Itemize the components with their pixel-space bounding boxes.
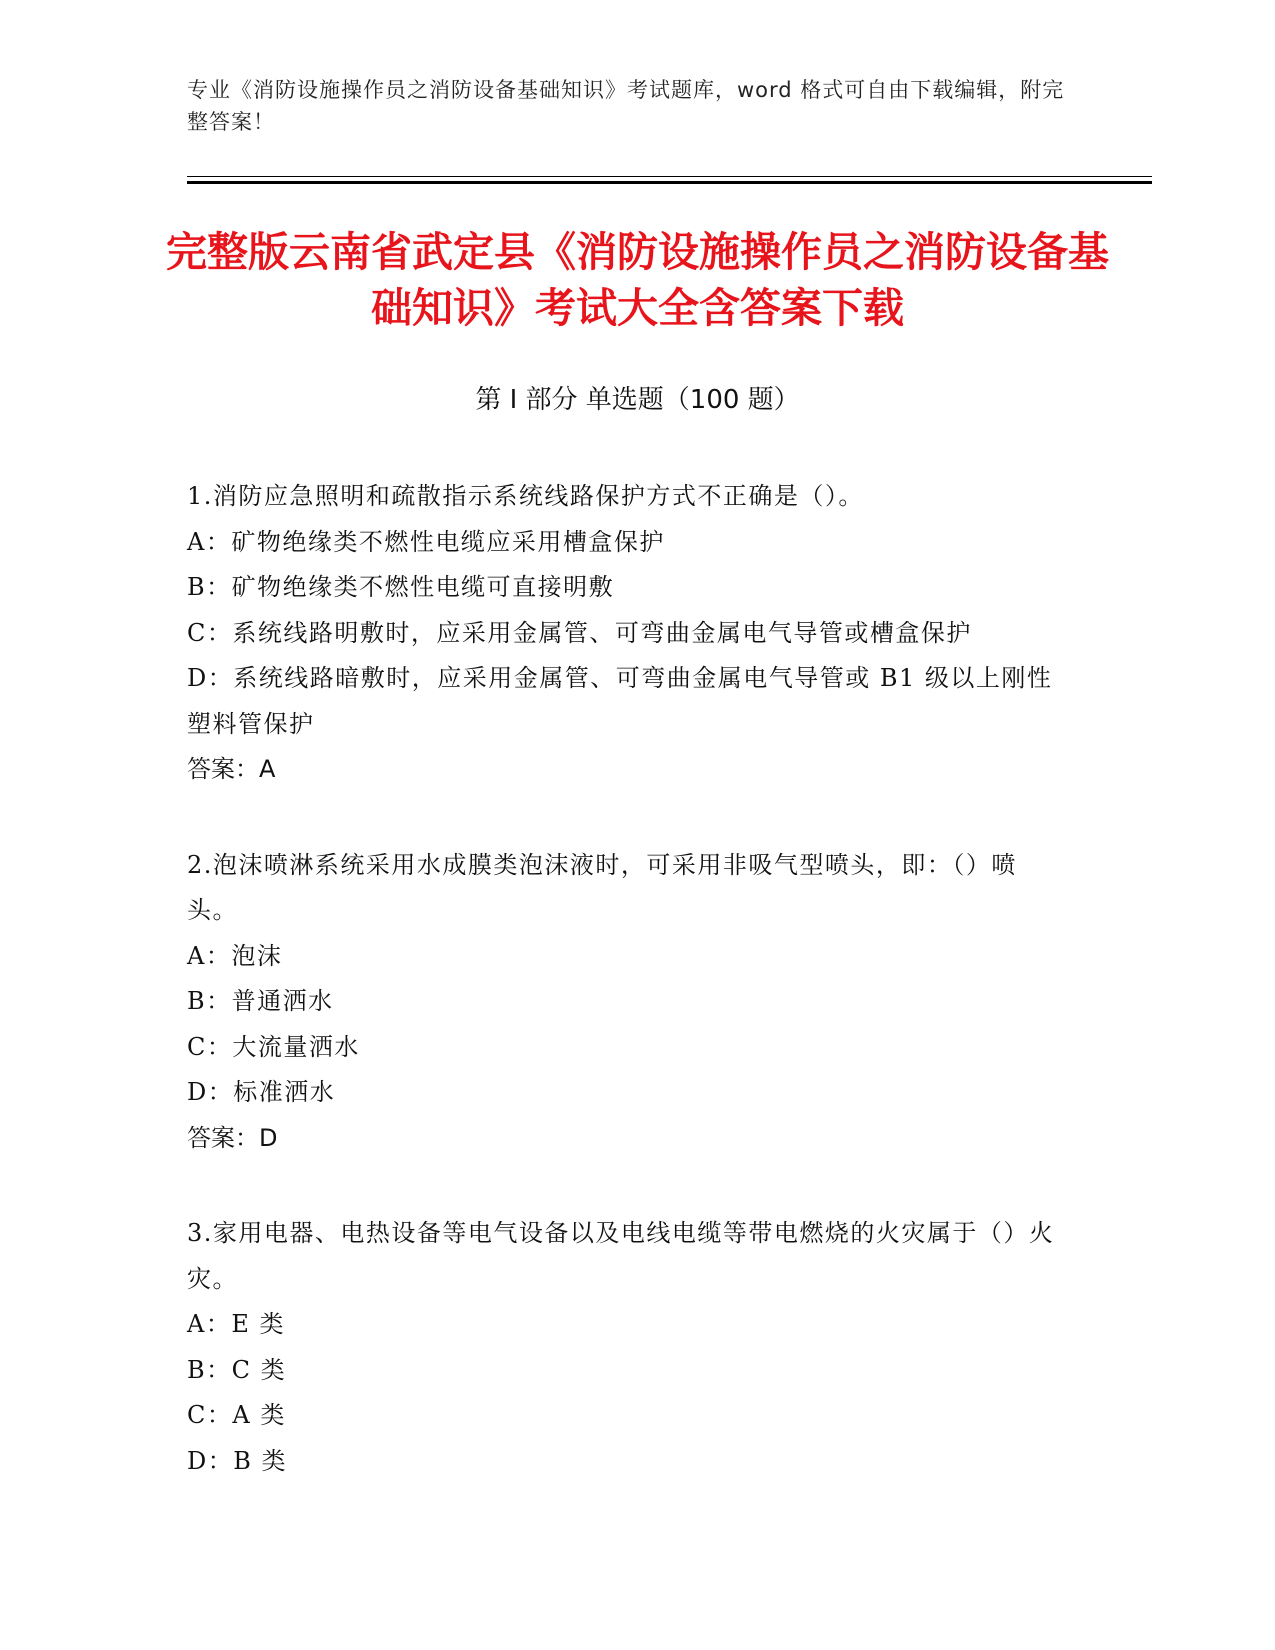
option-a: A：矿物绝缘类不燃性电缆应采用槽盒保护 [187,527,665,556]
option-c: C：系统线路明敷时，应采用金属管、可弯曲金属电气导管或槽盒保护 [187,618,972,647]
option-a: A：E 类 [187,1310,285,1338]
question-stem: 2.泡沫喷淋系统采用水成膜类泡沫液时，可采用非吸气型喷头，即：（）喷头。 [187,850,1017,924]
option-b: B：普通洒水 [187,987,334,1015]
header-rule-thick [187,181,1152,184]
question-1 [187,474,1067,793]
question-stem: 3.家用电器、电热设备等电气设备以及电线电缆等带电燃烧的火灾属于（）火灾。 [187,1219,1055,1293]
option-d: D：B 类 [187,1446,288,1475]
option-c: C：大流量洒水 [187,1032,360,1061]
option-c: C：A 类 [187,1401,286,1429]
question-list [187,474,1067,1534]
option-b: B：C 类 [187,1355,287,1384]
question-stem: 1.消防应急照明和疏散指示系统线路保护方式不正确是（）。 [187,482,864,510]
option-a: A：泡沫 [187,941,283,970]
document-title: 完整版云南省武定县《消防设施操作员之消防设备基础知识》考试大全含答案下载 [166,228,1109,332]
header-note: 专业《消防设施操作员之消防设备基础知识》考试题库，word 格式可自由下载编辑，附完整答案！ [187,78,1065,134]
option-b: B：矿物绝缘类不燃性电缆可直接明敷 [187,573,615,601]
question-2 [187,843,1067,1162]
option-d: D：标准洒水 [187,1078,336,1106]
header-rule-thin [187,176,1152,177]
question-3 [187,1211,1067,1484]
answer-label: 答案：A [187,755,276,783]
answer-label: 答案：D [187,1123,278,1152]
option-d: D：系统线路暗敷时，应采用金属管、可弯曲金属电气导管或 B1 级以上刚性塑料管保护 [187,664,1053,738]
section-title: 第 I 部分 单选题（100 题） [475,385,800,415]
